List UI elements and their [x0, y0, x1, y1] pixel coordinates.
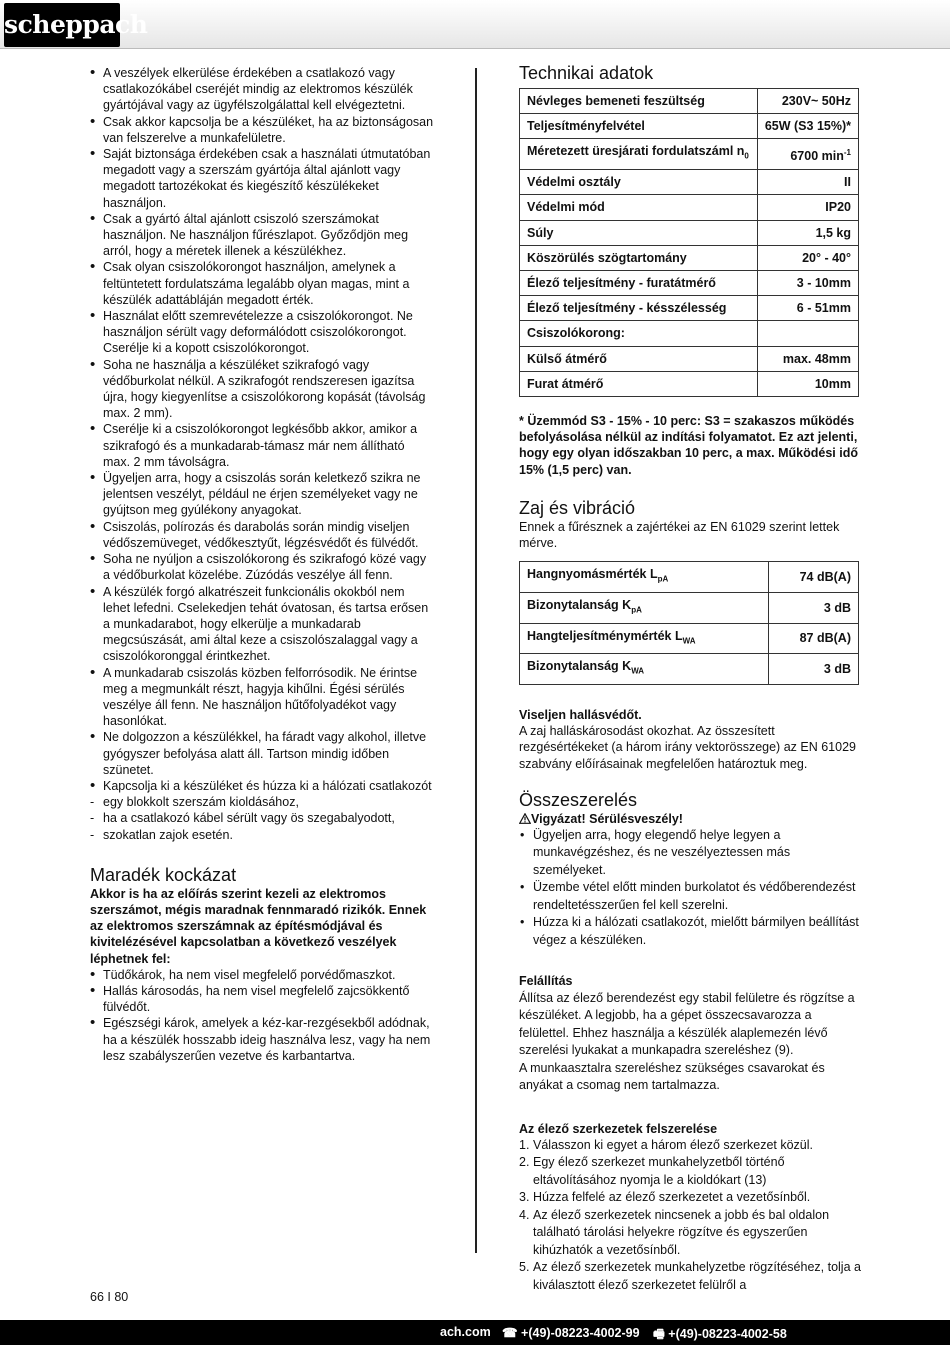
- footer-phone: [502, 1325, 640, 1340]
- value-text: 10mm: [814, 376, 851, 391]
- label-text: Hangteljesítménymérték L: [527, 628, 683, 643]
- assembly-warning-text: Vigyázat! Sérülésveszély!: [531, 811, 683, 826]
- row-label: [520, 371, 758, 396]
- technical-data-row: [520, 371, 859, 396]
- safety-bullet: • Ne dolgozzon a készülékkel, ha fáradt vagy alkohol, illetve gyógyszer befolyása alatt áll. Tartson mindig időben szünetet.: [90, 729, 435, 778]
- step-number: 2.: [519, 1155, 530, 1170]
- value-text: 230V~ 50Hz: [781, 94, 851, 108]
- value-text: 74 dB(A): [799, 569, 851, 584]
- row-label: [520, 139, 758, 170]
- row-label: [520, 321, 758, 346]
- hearing-protection-heading: Viseljen hallásvédőt.: [519, 707, 642, 722]
- safety-bullet: • A készülék forgó alkatrészeit funkcionális okokból nem lehet lefedni. Cselekedjen tehát óvatosan, és tartsa erősen a munkadarabot, hogy elkerülje a munkadarab megcsúszását, ami által keze a csiszolószalaggal vagy a csiszolókoronggal érintkezhet.: [90, 584, 435, 665]
- safety-bullet: • Soha ne használja a készüléket szikrafogó vagy védőburkolat nélkül. A szikrafogót rendszeresen igazítsa újra, hogy kiegyenlítse a csiszolókorong kopását (távolság max. 2 mm).: [90, 357, 435, 422]
- technical-data-row: [520, 296, 859, 321]
- setup-text-1: Állítsa az élező berendezést egy stabil felületre és rögzítse a készüléket. A legjobb, ha a gépet összecsavarozza a felülettel. Ehhez használja a készülék alaplemezén lévő szerelési lyukakat a munkapadra szereléshez (9).: [519, 990, 855, 1058]
- value-text: 20° - 40°: [802, 250, 851, 265]
- row-label: [520, 623, 769, 654]
- row-label: [520, 195, 758, 220]
- label-subscript: pA: [657, 574, 669, 584]
- label-text: Bizonytalanság K: [527, 659, 632, 674]
- label-text: Furat átmérő: [527, 376, 604, 391]
- value-text: 3 dB: [823, 600, 851, 615]
- assembly-list: [519, 827, 861, 950]
- noise-row: [520, 562, 859, 593]
- safety-bullet: • Saját biztonsága érdekében csak a használati útmutatóban megadott vagy a szerszám gyártója által ajánlott vagy megadott tartozékokat és kiegészítő készülékeket használjon.: [90, 146, 435, 211]
- row-value: [757, 220, 858, 245]
- row-label: [520, 245, 758, 270]
- value-text: 6 - 51mm: [796, 301, 851, 316]
- row-value: [757, 170, 858, 195]
- safety-bullet: • Csak a gyártó által ajánlott csiszoló szerszámokat használjon. Ne használjon fűrészlapot. Győződjön meg arról, hogy a méretek illenek a készülékhez.: [90, 211, 435, 260]
- mounting-step: [519, 1154, 861, 1189]
- value-text: II: [844, 175, 851, 190]
- safety-bullet: • Kapcsolja ki a készüléket és húzza ki a hálózati csatlakozót: [90, 778, 435, 794]
- row-value: [757, 245, 858, 270]
- value-text: 65W (S3 15%)*: [764, 119, 851, 134]
- technical-data-table: [519, 88, 859, 397]
- row-label: [520, 654, 769, 685]
- value-text: 3 dB: [823, 662, 851, 677]
- row-label: [520, 296, 758, 321]
- noise-vibration-heading: Zaj és vibráció: [519, 497, 636, 518]
- step-text: Az élező szerkezetek nincsenek a jobb és bal oldalon található tárolási helyekre rögzítve és egyszerűen kihúzhatók a vezetősínből.: [533, 1207, 830, 1257]
- row-value: [757, 371, 858, 396]
- row-value: [768, 592, 858, 623]
- residual-risk-intro: Akkor is ha az előírás szerint kezeli az elektromos szerszámot, mégis maradnak fennmaradó rizikók. Ennek az elektromos szerszámnak az építésmódjával és kivitelézésével kapcsolatban a következő veszélyek léphetnek fel:: [90, 886, 427, 966]
- mounting-step: [519, 1207, 861, 1260]
- step-text: Húzza felfelé az élező szerkezetet a vezetősínből.: [533, 1190, 811, 1205]
- row-label: [520, 89, 758, 114]
- setup-heading: Felállítás: [519, 974, 573, 989]
- technical-data-row: [520, 114, 859, 139]
- noise-row: [520, 623, 859, 654]
- row-value: [768, 654, 858, 685]
- assembly-heading: Összeszerelés: [519, 789, 638, 810]
- phone-icon: ☎: [502, 1326, 522, 1340]
- right-column: [519, 63, 861, 1294]
- label-text: Névleges bemeneti feszültség: [527, 94, 705, 108]
- value-superscript: -1: [843, 147, 851, 157]
- residual-risk-item: • Egészségi károk, amelyek a kéz-kar-rezgésekből adódnak, ha a készülék hosszabb ideig használva lesz, vagy ha nem lesz szabályszerűen vezetve és karbantartva.: [90, 1015, 435, 1064]
- row-label: [520, 114, 758, 139]
- warning-triangle-icon: [519, 813, 531, 824]
- safety-bullet: • A munkadarab csiszolás közben felforrósodik. Ne érintse meg a megmunkált részt, hagyja kihűlni. Égési sérülés veszélye áll fenn. Ne használjon hűtőfolyadékot vagy hasonlókat.: [90, 665, 435, 730]
- residual-risk-item: • Tüdőkárok, ha nem visel megfelelő porvédőmaszkot.: [90, 967, 435, 983]
- assembly-item: • Üzembe vétel előtt minden burkolatot és védőberendezést rendeltetésszerűen fel kell szerelni.: [519, 879, 861, 914]
- label-text: Bizonytalanság K: [527, 597, 632, 612]
- safety-bullet: • Soha ne nyúljon a csiszolókorong és szikrafogó közé vagy a védőburkolat közelébe. Zúzódás veszélye áll fenn.: [90, 551, 435, 583]
- dash-list: [90, 794, 435, 843]
- noise-intro: Ennek a fűrésznek a zajértékei az EN 61029 szerint lettek mérve.: [519, 519, 840, 550]
- dash-item: - szokatlan zajok esetén.: [90, 827, 435, 843]
- technical-data-row: [520, 170, 859, 195]
- column-divider: [475, 68, 477, 1253]
- safety-bullet: • A veszélyek elkerülése érdekében a csatlakozó vagy csatlakozókábel cseréjét mindig az elektromos készülék gyártójával vagy az ügyfélszolgálattal kell elvégeztetni.: [90, 65, 435, 114]
- operating-mode-note: * Üzemmód S3 - 15% - 10 perc: S3 = szakaszos működés befolyásolása nélkül az indítási folyamatot. Ez azt jelenti, hogy egy olyan időszakban 10 perc, a max. Működési idő 15% (1,5 perc) van.: [519, 413, 858, 477]
- row-value: [757, 296, 858, 321]
- assembly-item: • Ügyeljen arra, hogy elegendő helye legyen a munkavégzéshez, és ne veszélyeztessen más személyeket.: [519, 827, 861, 880]
- technical-data-row: [520, 245, 859, 270]
- row-value: [768, 623, 858, 654]
- label-text: Élező teljesítmény - furatátmérő: [527, 275, 716, 290]
- value-text: 87 dB(A): [799, 631, 851, 646]
- fax-icon: 🖷: [653, 1327, 669, 1341]
- noise-row: [520, 592, 859, 623]
- page-footer: [0, 1320, 950, 1345]
- footer-phone-number: +(49)-08223-4002-99: [521, 1326, 640, 1340]
- safety-bullet: • Cserélje ki a csiszolókorongot legkésőbb akkor, amikor a szikrafogó és a munkadarab-támasz már nem állítható max. 2 mm távolságra.: [90, 421, 435, 470]
- row-label: [520, 592, 769, 623]
- row-value: [757, 114, 858, 139]
- mounting-step: [519, 1259, 861, 1294]
- technical-data-row: [520, 346, 859, 371]
- label-text: Súly: [527, 225, 554, 240]
- step-number: 5.: [519, 1260, 530, 1275]
- step-number: 3.: [519, 1190, 530, 1205]
- mounting-heading: Az élező szerkezetek felszerelése: [519, 1121, 718, 1136]
- noise-table: [519, 561, 859, 685]
- label-text: Teljesítményfelvétel: [527, 119, 645, 134]
- row-value: [757, 139, 858, 170]
- safety-bullet-list: [90, 65, 435, 794]
- mounting-step: [519, 1137, 861, 1155]
- residual-risk-list: [90, 967, 435, 1064]
- dash-item: - egy blokkolt szerszám kioldásához,: [90, 794, 435, 810]
- technical-data-row: [520, 321, 859, 346]
- technical-data-row: [520, 195, 859, 220]
- row-value: [757, 195, 858, 220]
- label-text: Hangnyomásmérték L: [527, 567, 658, 582]
- setup-text-2: A munkaasztalra szereléshez szükséges csavarokat és anyákat a csomag nem tartalmazza.: [519, 1060, 825, 1093]
- row-value: [768, 562, 858, 593]
- page-header: [0, 0, 950, 49]
- row-label: [520, 220, 758, 245]
- noise-row: [520, 654, 859, 685]
- left-column: [90, 65, 435, 1064]
- assembly-warning: [519, 811, 861, 827]
- label-text: Védelmi osztály: [527, 175, 621, 190]
- technical-data-row: [520, 89, 859, 114]
- technical-data-row: [520, 220, 859, 245]
- hearing-protection-text: A zaj halláskárosodást okozhat. Az összesített rezgésértékeket (a három irány vektorösszege) az EN 61029 szabvány előírásainak megfelelően határoztuk meg.: [519, 724, 856, 771]
- label-subscript: WA: [631, 666, 645, 676]
- technical-data-row: [520, 270, 859, 295]
- page-number: 66 I 80: [90, 1290, 129, 1304]
- footer-fax-number: +(49)-08223-4002-58: [668, 1327, 787, 1341]
- label-text: Csiszolókorong:: [527, 326, 625, 341]
- label-text: Külső átmérő: [527, 351, 607, 366]
- value-text: 1,5 kg: [815, 225, 851, 240]
- row-value: [757, 346, 858, 371]
- row-label: [520, 562, 769, 593]
- assembly-item: • Húzza ki a hálózati csatlakozót, mielőtt bármilyen beállítást végez a készüléken.: [519, 914, 861, 949]
- mounting-step: [519, 1189, 861, 1207]
- value-text: max. 48mm: [782, 351, 851, 366]
- row-label: [520, 270, 758, 295]
- row-label: [520, 346, 758, 371]
- label-text: Méretezett üresjárati fordulatszáml n: [527, 144, 745, 159]
- row-value: [757, 270, 858, 295]
- label-text: Köszörülés szögtartomány: [527, 250, 687, 265]
- scheppach-logo: scheppach: [4, 3, 120, 47]
- footer-website: ach.com: [440, 1325, 491, 1339]
- technical-data-row: [520, 139, 859, 170]
- step-number: 1.: [519, 1137, 530, 1152]
- label-subscript: WA: [682, 636, 696, 646]
- row-value: [757, 89, 858, 114]
- footer-fax: [653, 1325, 787, 1346]
- row-value: [757, 321, 858, 346]
- mounting-steps: [519, 1137, 861, 1295]
- label-subscript: pA: [631, 605, 642, 615]
- safety-bullet: • Csiszolás, polírozás és darabolás során mindig viseljen védőszemüveget, védőkesztyűt, légzésvédőt és fülvédőt.: [90, 519, 435, 551]
- step-number: 4.: [519, 1207, 530, 1222]
- value-text: IP20: [825, 200, 851, 215]
- value-text: 3 - 10mm: [796, 275, 851, 290]
- label-text: Védelmi mód: [527, 200, 605, 215]
- row-label: [520, 170, 758, 195]
- residual-risk-heading: Maradék kockázat: [90, 864, 237, 885]
- step-text: Az élező szerkezetek munkahelyzetbe rögzítéséhez, tolja a kiválasztott élező szerkezetet felülről a: [533, 1260, 861, 1292]
- step-text: Válasszon ki egyet a három élező szerkezet közül.: [533, 1137, 813, 1152]
- technical-data-heading: Technikai adatok: [519, 63, 654, 83]
- safety-bullet: • Használat előtt szemrevételezze a csiszolókorongot. Ne használjon sérült vagy deformálódott csiszolókorongot. Cserélje ki a kopott csiszolókorongot.: [90, 308, 435, 357]
- safety-bullet: • Csak akkor kapcsolja be a készüléket, ha az biztonságosan van felszerelve a munkafelületre.: [90, 114, 435, 146]
- safety-bullet: • Csak olyan csiszolókorongot használjon, amelynek a feltüntetett fordulatszáma legalább olyan magas, mint a készülék adattábláján megadott érték.: [90, 259, 435, 308]
- value-text: 6700 min: [790, 148, 844, 163]
- dash-item: - ha a csatlakozó kábel sérült vagy ös szegabalyodott,: [90, 810, 435, 826]
- safety-bullet: • Ügyeljen arra, hogy a csiszolás során keletkező szikra ne jelentsen veszélyt, például ne érjen személyeket vagy ne gyújtson meg gyúlékony anyagokat.: [90, 470, 435, 519]
- label-subscript: 0: [744, 151, 749, 161]
- label-text: Élező teljesítmény - késszélesség: [527, 301, 727, 316]
- step-text: Egy élező szerkezet munkahelyzetből történő eltávolításához nyomja le a kioldókart (13): [533, 1155, 785, 1187]
- residual-risk-item: • Hallás károsodás, ha nem visel megfelelő zajcsökkentő fülvédőt.: [90, 983, 435, 1015]
